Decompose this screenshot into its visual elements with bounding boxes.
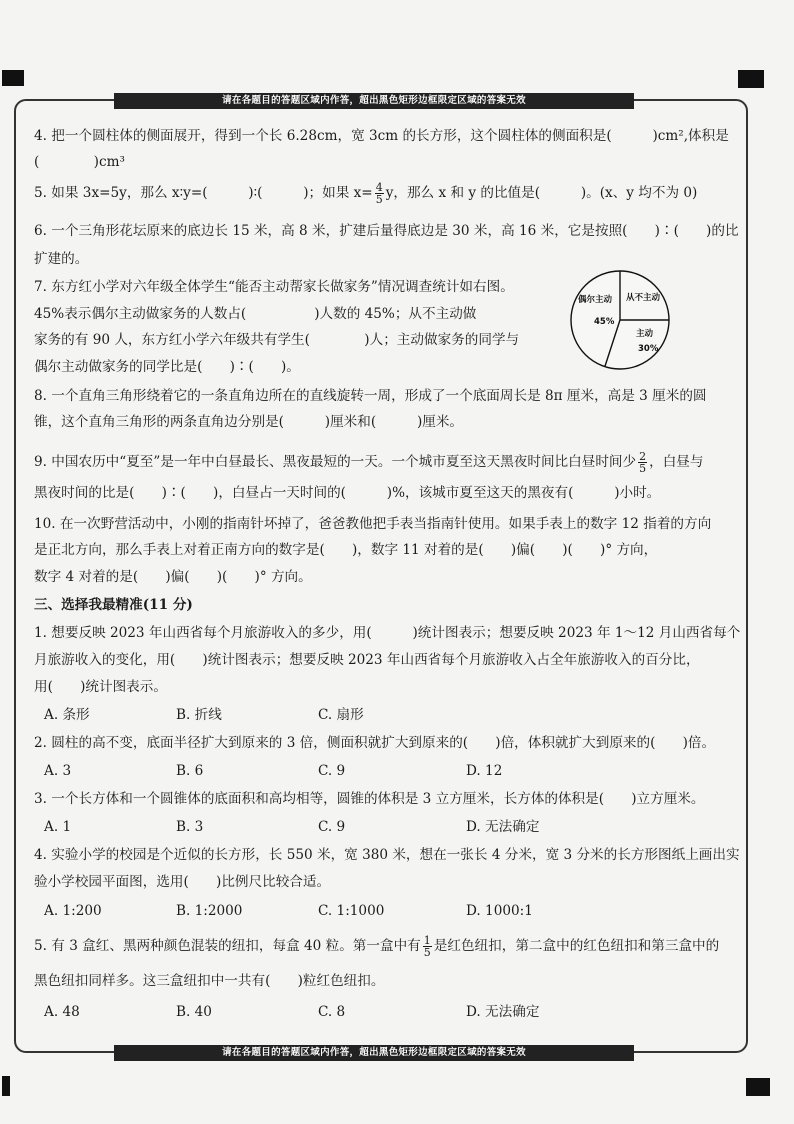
question-5-part-1: 5. 如果 3x=5y，那么 x∶y=( )∶( )；如果 x= (34, 185, 373, 201)
fraction-one-fifth (423, 935, 432, 958)
question-4-line-1: 4. 把一个圆柱体的侧面展开，得到一个长 6.28cm，宽 3cm 的长方形，这个圆柱体的侧面积是( )cm²,体积是 (34, 128, 729, 144)
question-5-part-2: y，那么 x 和 y 的比值是( )。(x、y 均不为 0) (385, 185, 698, 201)
registration-mark-top-right (738, 70, 764, 88)
choice-4-option-b[interactable]: B. 1:2000 (176, 903, 243, 919)
question-9-part-2: ，白昼与 (649, 454, 704, 470)
question-9-line-1 (34, 451, 704, 474)
question-9-line-2: 黑夜时间的比是( )∶( )，白昼占一天时间的( )%，该城市夏至这天的黑夜有( )小时。 (34, 485, 661, 501)
fraction-numerator: 4 (375, 181, 383, 194)
registration-mark-bottom-right (746, 1078, 770, 1096)
fraction-numerator: 1 (423, 934, 431, 947)
registration-mark-bottom-left (2, 1076, 10, 1096)
choice-1-line-2: 月旅游收入的变化，用( )统计图表示；想要反映 2023 年山西省每个月旅游收入占全年旅游收入的百分比， (34, 652, 700, 668)
question-10-line-1: 10. 在一次野营活动中，小刚的指南针坏掉了，爸爸教他把手表当指南针使用。如果手表上的数字 12 指着的方向 (34, 516, 712, 532)
choice-1-line-3: 用( )统计图表示。 (34, 679, 167, 695)
choice-2-option-a[interactable]: A. 3 (44, 763, 72, 779)
choice-2-option-b[interactable]: B. 6 (176, 763, 204, 779)
choice-4-line-2: 验小学校园平面图，选用( )比例尺比较合适。 (34, 874, 331, 890)
pie-label-active: 主动 (636, 329, 654, 339)
pie-label-never: 从不主动 (626, 293, 661, 303)
choice-4-option-d[interactable]: D. 1000:1 (466, 903, 533, 919)
choice-3-option-c[interactable]: C. 9 (318, 819, 346, 835)
fraction-denominator: 5 (423, 946, 431, 959)
registration-mark-top-left (2, 70, 24, 86)
choice-5-option-d[interactable]: D. 无法确定 (466, 1004, 540, 1020)
bottom-notice-banner: 请在各题目的答题区域内作答，超出黑色矩形边框限定区域的答案无效 (114, 1045, 634, 1061)
choice-3-option-a[interactable]: A. 1 (44, 819, 72, 835)
question-5 (34, 182, 697, 205)
choice-1-option-a[interactable]: A. 条形 (44, 707, 90, 723)
choice-5-line-2: 黑色纽扣同样多。这三盒纽扣中一共有( )粒红色纽扣。 (34, 973, 385, 989)
question-7-line-1: 7. 东方红小学对六年级全体学生“能否主动帮家长做家务”情况调查统计如右图。 (34, 279, 514, 295)
choice-5-option-b[interactable]: B. 40 (176, 1004, 212, 1020)
choice-2-option-c[interactable]: C. 9 (318, 763, 346, 779)
question-7-line-2: 45%表示偶尔主动做家务的人数占( )人数的 45%；从不主动做 (34, 306, 477, 322)
choice-2-option-d[interactable]: D. 12 (466, 763, 503, 779)
question-7-line-4: 偶尔主动做家务的同学比是( )∶( )。 (34, 359, 300, 375)
choice-3-option-b[interactable]: B. 3 (176, 819, 204, 835)
choice-3-option-d[interactable]: D. 无法确定 (466, 819, 540, 835)
fraction-four-fifths (375, 182, 384, 205)
choice-4-line-1: 4. 实验小学的校园是个近似的长方形，长 550 米，宽 380 米，想在一张长 4 分米，宽 3 分米的长方形图纸上画出实 (34, 847, 740, 863)
question-6-line-1: 6. 一个三角形花坛原来的底边长 15 米，高 8 米，扩建后量得底边是 30 米，高 16 米，它是按照( )∶( )的比 (34, 223, 739, 239)
fraction-denominator: 5 (375, 193, 383, 206)
pie-chart (568, 268, 672, 372)
pie-value-active: 30% (638, 344, 659, 354)
question-8-line-1: 8. 一个直角三角形绕着它的一条直角边所在的直线旋转一周，形成了一个底面周长是 8π 厘米，高是 3 厘米的圆 (34, 388, 707, 404)
fraction-denominator: 5 (639, 462, 647, 475)
question-7-line-3: 家务的有 90 人，东方红小学六年级共有学生( )人；主动做家务的同学与 (34, 332, 520, 348)
question-8-line-2: 锥，这个直角三角形的两条直角边分别是( )厘米和( )厘米。 (34, 414, 464, 430)
choice-5-part-2: 是红色纽扣，第二盒中的红色纽扣和第三盒中的 (433, 938, 720, 954)
choice-5-part-1: 5. 有 3 盒红、黑两种颜色混装的纽扣，每盒 40 粒。第一盒中有 (34, 938, 421, 954)
choice-4-option-c[interactable]: C. 1:1000 (318, 903, 385, 919)
choice-5-option-a[interactable]: A. 48 (44, 1004, 80, 1020)
question-10-line-3: 数字 4 对着的是( )偏( )( )° 方向。 (34, 569, 312, 585)
choice-4-option-a[interactable]: A. 1:200 (44, 903, 102, 919)
choice-1-option-b[interactable]: B. 折线 (176, 707, 222, 723)
question-4-line-2: ( )cm³ (34, 154, 125, 170)
section-3-title: 三、选择我最精准(11 分) (34, 597, 193, 613)
question-9-part-1: 9. 中国农历中“夏至”是一年中白昼最长、黑夜最短的一天。一个城市夏至这天黑夜时间比白昼时间少 (34, 454, 637, 470)
top-notice-banner: 请在各题目的答题区域内作答，超出黑色矩形边框限定区域的答案无效 (114, 93, 634, 109)
question-6-line-2: 扩建的。 (34, 251, 89, 267)
choice-5-option-c[interactable]: C. 8 (318, 1004, 346, 1020)
question-10-line-2: 是正北方向，那么手表上对着正南方向的数字是( )，数字 11 对着的是( )偏( )( )° 方向， (34, 542, 658, 558)
choice-5-line-1 (34, 935, 719, 958)
choice-1-line-1: 1. 想要反映 2023 年山西省每个月旅游收入的多少，用( )统计图表示；想要反映 2023 年 1～12 月山西省每个 (34, 625, 741, 641)
fraction-numerator: 2 (639, 450, 647, 463)
pie-value-occasional: 45% (594, 317, 615, 327)
pie-label-occasional: 偶尔主动 (578, 295, 613, 305)
choice-2-line-1: 2. 圆柱的高不变，底面半径扩大到原来的 3 倍，侧面积就扩大到原来的( )倍，体积就扩大到原来的( )倍。 (34, 735, 716, 751)
choice-1-option-c[interactable]: C. 扇形 (318, 707, 364, 723)
choice-3-line-1: 3. 一个长方体和一个圆锥体的底面积和高均相等，圆锥的体积是 3 立方厘米，长方体的体积是( )立方厘米。 (34, 791, 705, 807)
fraction-two-fifths (638, 451, 647, 474)
